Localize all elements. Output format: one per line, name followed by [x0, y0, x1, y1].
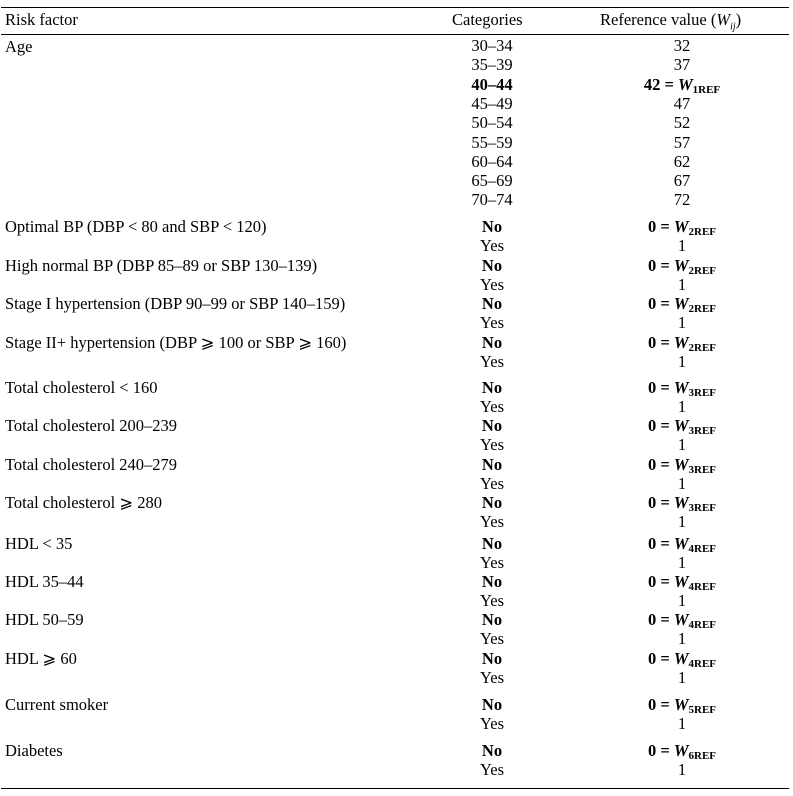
- header-categories: Categories: [452, 10, 523, 29]
- category-no: No: [481, 695, 503, 714]
- risk-factor-label: High normal BP (DBP 85–89 or SBP 130–139): [5, 256, 318, 275]
- age-reference-value: [602, 152, 762, 171]
- table-top-rule: [1, 7, 789, 8]
- reference-number: 0 =: [647, 493, 674, 512]
- reference-value-yes: 1: [677, 313, 687, 332]
- reference-symbol: $W_{3REF}$: [673, 455, 717, 476]
- category-yes: Yes: [479, 313, 504, 332]
- reference-number: 0 =: [647, 217, 674, 236]
- reference-value-yes: 1: [677, 275, 687, 294]
- category-yes: Yes: [479, 236, 504, 255]
- reference-symbol: $W_{3REF}$: [673, 378, 717, 399]
- reference-number: 0 =: [647, 534, 674, 553]
- age-category: 70–74: [471, 190, 513, 210]
- category-no: No: [481, 256, 503, 275]
- reference-value-yes: 1: [677, 760, 687, 779]
- reference-value-yes: 1: [677, 474, 687, 493]
- reference-number: 0 =: [647, 741, 674, 760]
- header-reference-value: Reference value $(W_{ij})$: [600, 10, 742, 33]
- age-reference-number: 42 =: [643, 74, 678, 94]
- header-reference-symbol: W: [716, 10, 731, 29]
- category-yes: Yes: [479, 397, 504, 416]
- category-no: No: [481, 534, 503, 553]
- category-yes: Yes: [479, 512, 504, 531]
- category-no: No: [481, 649, 503, 668]
- age-reference-value: [602, 190, 762, 209]
- reference-subscript: 3REF: [688, 464, 717, 476]
- risk-factor-label: Total cholesterol < 160: [5, 378, 158, 397]
- reference-subscript: 2REF: [688, 342, 717, 354]
- risk-factor-label: Diabetes: [5, 741, 63, 760]
- reference-value-yes: 1: [677, 591, 687, 610]
- category-yes: Yes: [479, 760, 504, 779]
- reference-number: 0 =: [647, 572, 674, 591]
- reference-symbol: $W_{4REF}$: [673, 610, 717, 631]
- age-reference-number: 72: [673, 190, 691, 210]
- risk-factor-label: HDL 50–59: [5, 610, 84, 629]
- age-category: 60–64: [471, 151, 513, 171]
- age-reference-number: 67: [673, 171, 691, 191]
- reference-number: 0 =: [647, 610, 674, 629]
- reference-symbol: $W_{1REF}$: [677, 74, 721, 96]
- risk-factor-label: Total cholesterol 240–279: [5, 455, 178, 474]
- age-reference-number: 62: [673, 151, 691, 171]
- age-category: 50–54: [471, 113, 513, 133]
- age-reference-number: 57: [673, 132, 691, 152]
- reference-value-yes: 1: [677, 512, 687, 531]
- age-reference-value: [602, 133, 762, 152]
- reference-symbol: $W_{4REF}$: [673, 572, 717, 593]
- category-no: No: [481, 416, 503, 435]
- reference-symbol: $W_{2REF}$: [673, 333, 717, 354]
- reference-subscript: 4REF: [688, 658, 717, 670]
- risk-factor-label: HDL 35–44: [5, 572, 84, 591]
- category-no: No: [481, 333, 503, 352]
- category-no: No: [481, 378, 503, 397]
- header-reference-subscript: ij: [730, 21, 736, 33]
- reference-subscript: 3REF: [688, 387, 717, 399]
- reference-subscript: 6REF: [688, 750, 717, 762]
- category-yes: Yes: [479, 714, 504, 733]
- reference-subscript: 5REF: [688, 704, 717, 716]
- age-reference-number: 52: [673, 113, 691, 133]
- category-no: No: [481, 572, 503, 591]
- reference-symbol: $W_{6REF}$: [673, 741, 717, 762]
- risk-factor-label: HDL < 35: [5, 534, 73, 553]
- reference-symbol: $W_{4REF}$: [673, 649, 717, 670]
- reference-value-yes: 1: [677, 435, 687, 454]
- reference-subscript: 4REF: [688, 543, 717, 555]
- category-no: No: [481, 455, 503, 474]
- category-yes: Yes: [479, 474, 504, 493]
- age-reference-value: [602, 171, 762, 190]
- category-yes: Yes: [479, 435, 504, 454]
- reference-symbol: $W_{2REF}$: [673, 294, 717, 315]
- age-reference-value: [602, 94, 762, 113]
- reference-value-yes: 1: [677, 553, 687, 572]
- header-risk-factor: Risk factor: [5, 10, 78, 29]
- category-yes: Yes: [479, 553, 504, 572]
- age-category: 40–44: [471, 74, 513, 94]
- age-category: 55–59: [471, 132, 513, 152]
- category-no: No: [481, 493, 503, 512]
- reference-value-yes: 1: [677, 629, 687, 648]
- header-reference-text: Reference value: [600, 10, 707, 29]
- age-reference-value: [602, 36, 762, 55]
- category-no: No: [481, 294, 503, 313]
- category-no: No: [481, 610, 503, 629]
- age-reference-value: [602, 113, 762, 132]
- reference-symbol: $W_{2REF}$: [673, 256, 717, 277]
- risk-factor-label: Optimal BP (DBP < 80 and SBP < 120): [5, 217, 267, 236]
- table-header-rule: [1, 34, 789, 35]
- reference-value-yes: 1: [677, 668, 687, 687]
- risk-factor-label: HDL ⩾ 60: [5, 649, 77, 668]
- age-reference-number: 47: [673, 93, 691, 113]
- reference-value-yes: 1: [677, 236, 687, 255]
- reference-symbol: $W_{4REF}$: [673, 534, 717, 555]
- reference-symbol: $W_{2REF}$: [673, 217, 717, 238]
- risk-factor-label: Total cholesterol ⩾ 280: [5, 493, 163, 512]
- reference-subscript: 4REF: [688, 619, 717, 631]
- reference-number: 0 =: [647, 294, 674, 313]
- reference-number: 0 =: [647, 455, 674, 474]
- reference-value-yes: 1: [677, 397, 687, 416]
- age-reference-value: [602, 55, 762, 74]
- risk-factor-label: Total cholesterol 200–239: [5, 416, 178, 435]
- reference-number: 0 =: [647, 695, 674, 714]
- risk-factor-label: Stage II+ hypertension (DBP ⩾ 100 or SBP ⩾ 160): [5, 333, 347, 352]
- reference-subscript: 2REF: [688, 303, 717, 315]
- age-category: 35–39: [471, 55, 513, 75]
- reference-number: 0 =: [647, 416, 674, 435]
- age-category: 30–34: [471, 36, 513, 55]
- category-yes: Yes: [479, 629, 504, 648]
- reference-subscript: 2REF: [688, 226, 717, 238]
- reference-symbol: $W_{3REF}$: [673, 416, 717, 437]
- category-no: No: [481, 741, 503, 760]
- category-no: No: [481, 217, 503, 236]
- category-yes: Yes: [479, 668, 504, 687]
- reference-symbol: $W_{3REF}$: [673, 493, 717, 514]
- reference-number: 0 =: [647, 378, 674, 397]
- risk-factor-label: Current smoker: [5, 695, 109, 714]
- reference-subscript: 3REF: [688, 502, 717, 514]
- table-bottom-rule: [1, 788, 789, 789]
- reference-subscript: 2REF: [688, 265, 717, 277]
- reference-number: 0 =: [647, 333, 674, 352]
- age-reference-number: 32: [673, 36, 691, 55]
- age-label: Age: [5, 37, 33, 56]
- reference-subscript: 4REF: [688, 581, 717, 593]
- reference-symbol: $W_{5REF}$: [673, 695, 717, 716]
- risk-factor-label: Stage I hypertension (DBP 90–99 or SBP 140–159): [5, 294, 346, 313]
- category-yes: Yes: [479, 275, 504, 294]
- reference-number: 0 =: [647, 649, 674, 668]
- reference-value-yes: 1: [677, 714, 687, 733]
- reference-subscript: 1REF: [692, 83, 721, 96]
- age-category: 45–49: [471, 93, 513, 113]
- age-reference-number: 37: [673, 55, 691, 75]
- reference-number: 0 =: [647, 256, 674, 275]
- reference-subscript: 3REF: [688, 425, 717, 437]
- reference-value-yes: 1: [677, 352, 687, 371]
- category-yes: Yes: [479, 352, 504, 371]
- category-yes: Yes: [479, 591, 504, 610]
- age-category: 65–69: [471, 171, 513, 191]
